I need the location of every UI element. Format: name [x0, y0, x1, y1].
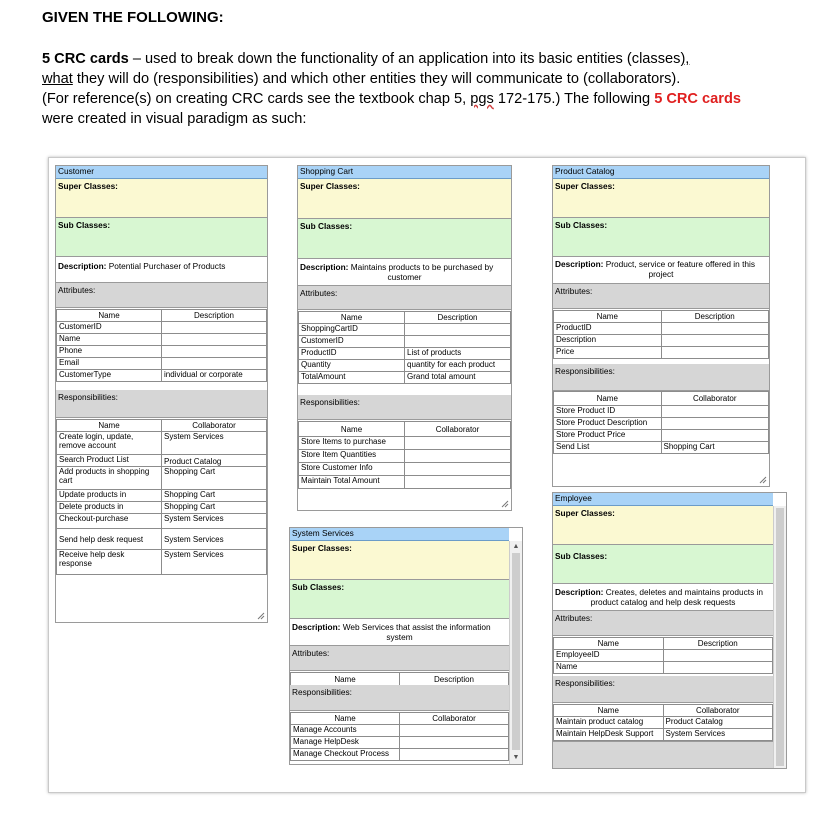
cell — [162, 358, 267, 370]
cell: Shopping Cart — [661, 442, 769, 454]
cell — [400, 737, 509, 749]
description-label: Description: — [58, 261, 107, 271]
description — [553, 584, 773, 611]
col-collaborator: Collaborator — [663, 705, 773, 717]
cell: Manage Accounts — [291, 725, 400, 737]
cell: Send List — [554, 442, 662, 454]
col-description: Description — [663, 638, 773, 650]
responsibilities-label: Responsibilities: — [290, 685, 509, 711]
cell: Description — [554, 335, 662, 347]
table-row — [554, 662, 773, 674]
cell: CustomerType — [57, 370, 162, 382]
cell: System Services — [162, 514, 267, 529]
cell — [663, 662, 773, 674]
col-description: Description — [661, 311, 769, 323]
description-text: Web Services that assist the information — [342, 622, 491, 632]
cell: EmployeeID — [554, 650, 664, 662]
scroll-down-icon[interactable]: ▼ — [512, 754, 520, 761]
resize-grip-icon[interactable] — [257, 612, 265, 620]
table-row — [57, 490, 267, 502]
cell: Name — [57, 334, 162, 346]
table-row — [554, 442, 769, 454]
description-text: Potential Purchaser of Products — [108, 261, 226, 271]
cell: Send help desk request — [57, 529, 162, 550]
table-row — [291, 725, 509, 737]
cell — [661, 323, 769, 335]
cell — [405, 437, 511, 450]
cell: System Services — [162, 529, 267, 550]
cell: Name — [554, 662, 664, 674]
intro-text: – used to break down the functionality of an application into its basic entities (classes — [128, 51, 681, 67]
table-row — [57, 455, 267, 467]
col-name: Name — [57, 420, 162, 432]
cell: CustomerID — [299, 336, 405, 348]
cell: Store Customer Info — [299, 463, 405, 476]
responsibilities-table — [298, 421, 511, 489]
responsibilities-table — [553, 704, 773, 741]
sub-classes: Sub Classes: — [290, 580, 509, 619]
super-classes: Super Classes: — [56, 179, 267, 218]
cell — [405, 336, 511, 348]
table-row — [554, 430, 769, 442]
description-label: Description: — [300, 262, 349, 272]
sub-classes: Sub Classes: — [553, 545, 773, 584]
intro-underline-word: what — [42, 71, 73, 87]
col-name: Name — [554, 311, 662, 323]
table-row — [554, 650, 773, 662]
cell — [162, 334, 267, 346]
scroll-thumb[interactable] — [512, 553, 520, 750]
card-title: Product Catalog — [553, 166, 769, 179]
col-name: Name — [299, 312, 405, 324]
cell: Checkout-purchase — [57, 514, 162, 529]
col-description: Description — [405, 312, 511, 324]
table-row — [299, 463, 511, 476]
intro-red-text: 5 CRC cards — [654, 91, 741, 107]
cell: Create login, update, remove account — [57, 432, 162, 455]
col-description: Description — [162, 310, 267, 322]
responsibilities-label: Responsibilities: — [553, 364, 769, 391]
cell: Maintain HelpDesk Support — [554, 729, 664, 741]
cell — [400, 749, 509, 761]
cell: ProductID — [299, 348, 405, 360]
card-title: Customer — [56, 166, 267, 179]
cell — [661, 335, 769, 347]
table-row — [57, 467, 267, 490]
attributes-table — [553, 637, 773, 674]
description-text: Product, service or feature offered in this — [605, 259, 755, 269]
description-text: Creates, deletes and maintains products in — [605, 587, 763, 597]
table-row — [554, 406, 769, 418]
description-label: Description: — [292, 622, 341, 632]
col-collaborator: Collaborator — [162, 420, 267, 432]
intro-underline: ), — [680, 51, 690, 67]
cell: Phone — [57, 346, 162, 358]
cell: Grand total amount — [405, 372, 511, 384]
cell: Maintain product catalog — [554, 717, 664, 729]
table-row — [554, 729, 773, 741]
intro-spell-word: pgs — [470, 91, 494, 107]
intro-text-3: (For reference(s) on creating CRC cards see the textbook chap 5, — [42, 91, 471, 107]
table-row — [299, 360, 511, 372]
col-description: Description — [400, 673, 509, 686]
col-name: Name — [299, 422, 405, 437]
responsibilities-label: Responsibilities: — [553, 676, 773, 703]
cell — [661, 406, 769, 418]
cell: ShoppingCartID — [299, 324, 405, 336]
col-name: Name — [291, 713, 400, 725]
table-row — [57, 370, 267, 382]
description-label: Description: — [555, 259, 604, 269]
cell: Manage Checkout Process — [291, 749, 400, 761]
description — [553, 257, 769, 284]
table-row — [554, 418, 769, 430]
table-row — [554, 323, 769, 335]
vertical-scrollbar[interactable] — [509, 541, 522, 764]
cell: Email — [57, 358, 162, 370]
attributes-label: Attributes: — [553, 284, 769, 309]
cell: quantity for each product — [405, 360, 511, 372]
attributes-table — [290, 672, 509, 686]
super-classes: Super Classes: — [553, 506, 773, 545]
table-row — [57, 358, 267, 370]
table-row — [57, 514, 267, 529]
cell — [661, 418, 769, 430]
col-name: Name — [57, 310, 162, 322]
cell — [661, 347, 769, 359]
intro-paragraph — [42, 49, 832, 129]
cell: System Services — [162, 432, 267, 455]
resize-grip-icon[interactable] — [501, 500, 509, 508]
col-name: Name — [554, 638, 664, 650]
cell: Shopping Cart — [162, 502, 267, 514]
cell: Product Catalog — [162, 455, 267, 467]
intro-bold: 5 CRC cards — [42, 51, 129, 67]
cell — [405, 324, 511, 336]
crc-card-system-services[interactable] — [289, 527, 523, 765]
cell — [162, 346, 267, 358]
description-text-2: product catalog and help desk requests — [590, 597, 736, 607]
table-row — [299, 437, 511, 450]
cell: Store Product ID — [554, 406, 662, 418]
col-collaborator: Collaborator — [405, 422, 511, 437]
col-collaborator: Collaborator — [400, 713, 509, 725]
crc-card-customer[interactable] — [55, 165, 268, 623]
card-title: Employee — [553, 493, 773, 506]
description-text-2: system — [386, 632, 413, 642]
description-text: Maintains products to be purchased by — [350, 262, 494, 272]
cell: TotalAmount — [299, 372, 405, 384]
resize-grip-icon[interactable] — [759, 476, 767, 484]
attributes-label: Attributes: — [56, 283, 267, 308]
card-footer — [553, 741, 773, 768]
table-row — [291, 749, 509, 761]
table-row — [57, 550, 267, 575]
cell: System Services — [162, 550, 267, 575]
cell — [405, 476, 511, 489]
attributes-table — [56, 309, 267, 382]
description — [298, 259, 511, 286]
cell: Store Product Price — [554, 430, 662, 442]
table-row — [57, 346, 267, 358]
cell: Store Items to purchase — [299, 437, 405, 450]
crc-card-employee[interactable] — [552, 492, 787, 769]
description — [56, 257, 267, 283]
table-row — [299, 324, 511, 336]
cell: Quantity — [299, 360, 405, 372]
cell: Receive help desk response — [57, 550, 162, 575]
responsibilities-label: Responsibilities: — [56, 390, 267, 418]
card-title: Shopping Cart — [298, 166, 511, 179]
super-classes: Super Classes: — [290, 541, 509, 580]
table-row — [299, 372, 511, 384]
cell: List of products — [405, 348, 511, 360]
sub-classes: Sub Classes: — [56, 218, 267, 257]
cell: Store Product Description — [554, 418, 662, 430]
table-row — [291, 737, 509, 749]
cell: Update products in — [57, 490, 162, 502]
cell: Search Product List — [57, 455, 162, 467]
intro-text-5: were created in visual paradigm as such: — [42, 111, 307, 127]
intro-text-4: 172-175.) The following — [493, 91, 655, 107]
cell: Delete products in — [57, 502, 162, 514]
col-collaborator: Collaborator — [661, 392, 769, 406]
cell: Shopping Cart — [162, 467, 267, 490]
cell — [405, 463, 511, 476]
cell — [663, 650, 773, 662]
cell: Shopping Cart — [162, 490, 267, 502]
description-text-2: customer — [387, 272, 422, 282]
crc-card-product-catalog[interactable] — [552, 165, 770, 487]
cell — [661, 430, 769, 442]
intro-text-2: they will do (responsibilities) and which other entities they will communicate to (collaborators). — [72, 71, 681, 87]
col-name: Name — [554, 705, 664, 717]
table-row — [57, 322, 267, 334]
table-row — [299, 450, 511, 463]
cell: Maintain Total Amount — [299, 476, 405, 489]
table-row — [554, 335, 769, 347]
sub-classes: Sub Classes: — [298, 219, 511, 259]
cell: individual or corporate — [162, 370, 267, 382]
responsibilities-table — [56, 419, 267, 575]
table-row — [57, 432, 267, 455]
sub-classes: Sub Classes: — [553, 218, 769, 257]
table-row — [554, 717, 773, 729]
description-text-2: project — [648, 269, 674, 279]
table-row — [57, 529, 267, 550]
attributes-table — [553, 310, 769, 359]
crc-card-shopping-cart[interactable] — [297, 165, 512, 511]
responsibilities-table — [290, 712, 509, 761]
table-row — [299, 476, 511, 489]
col-name: Name — [554, 392, 662, 406]
super-classes: Super Classes: — [298, 179, 511, 219]
description — [290, 619, 509, 646]
attributes-table — [298, 311, 511, 384]
table-row — [299, 336, 511, 348]
cell: Product Catalog — [663, 717, 773, 729]
super-classes: Super Classes: — [553, 179, 769, 218]
card-title: System Services — [290, 528, 509, 541]
attributes-label: Attributes: — [290, 646, 509, 671]
scroll-thumb[interactable] — [776, 508, 784, 766]
scroll-up-icon[interactable]: ▲ — [512, 543, 520, 550]
attributes-label: Attributes: — [553, 611, 773, 636]
cell — [400, 725, 509, 737]
responsibilities-label: Responsibilities: — [298, 395, 511, 420]
cell — [162, 322, 267, 334]
cell: System Services — [663, 729, 773, 741]
cell: Price — [554, 347, 662, 359]
vertical-scrollbar[interactable] — [773, 506, 786, 768]
table-row — [57, 334, 267, 346]
col-name: Name — [291, 673, 400, 686]
cell — [405, 450, 511, 463]
page-heading: GIVEN THE FOLLOWING: — [42, 9, 224, 26]
table-row — [554, 347, 769, 359]
attributes-label: Attributes: — [298, 286, 511, 310]
table-row — [57, 502, 267, 514]
description-label: Description: — [555, 587, 604, 597]
cell: Store Item Quantities — [299, 450, 405, 463]
cell: Add products in shopping cart — [57, 467, 162, 490]
cell: ProductID — [554, 323, 662, 335]
responsibilities-table — [553, 391, 769, 454]
table-row — [299, 348, 511, 360]
cell: Manage HelpDesk — [291, 737, 400, 749]
cell: CustomerID — [57, 322, 162, 334]
